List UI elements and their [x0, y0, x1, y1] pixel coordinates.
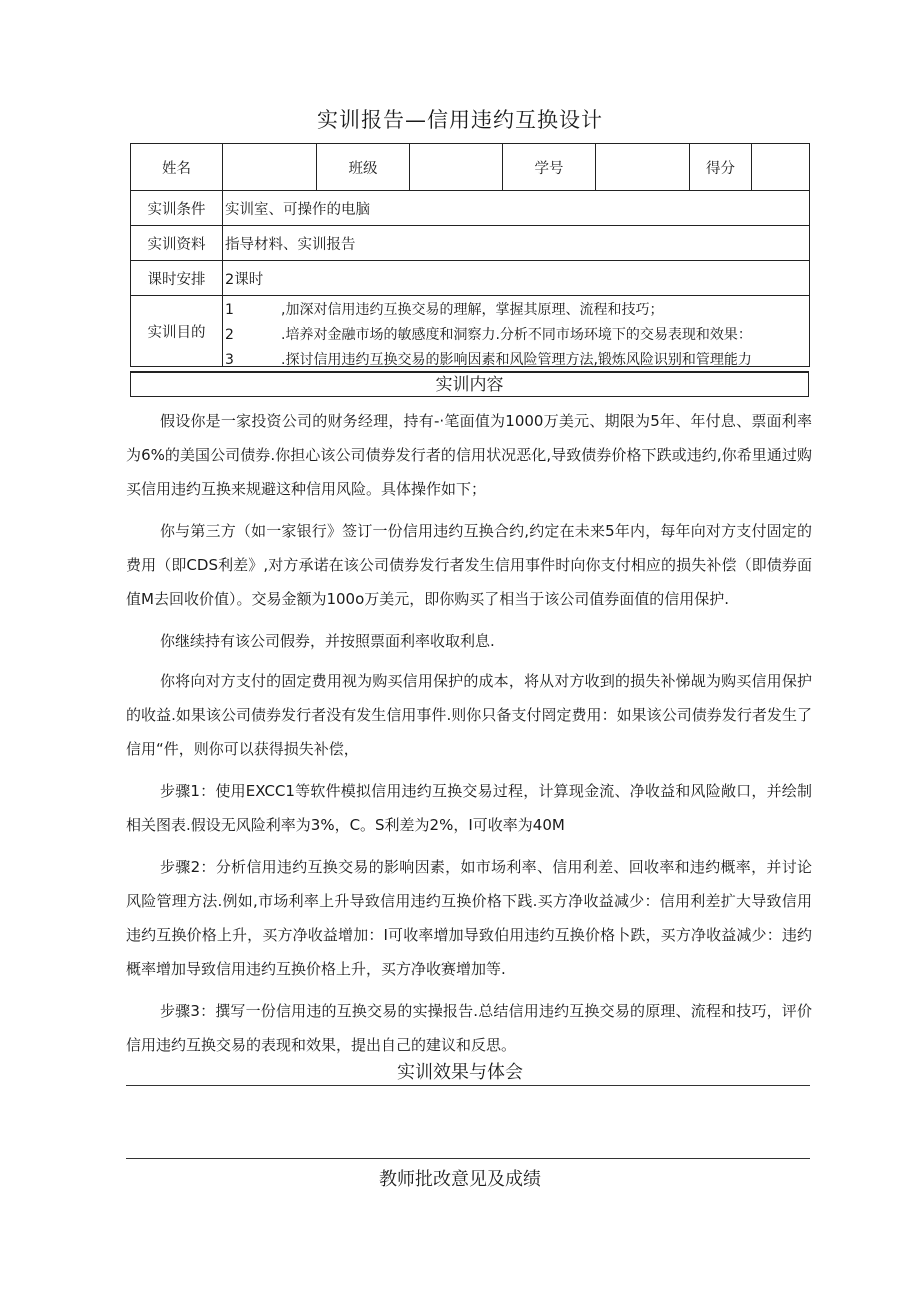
class-field[interactable] — [410, 144, 503, 191]
page-title: 实训报告—信用违约互换设计 — [317, 108, 603, 132]
schedule-label: 课时安排 — [131, 261, 223, 296]
content-paragraph: 你与第三方（如一家银行》签订一份信用违约互换合约,约定在未来5年内，每年向对方支付固定的费用（即CDS利差》,对方承诺在该公司债券发行者发生信用事件时向你支付相应的损失补偿（即债券面值M去回收价值）。交易金额为100o万美元，即你购买了相当于该公司值券面值的信用保护. — [126, 522, 812, 608]
content-paragraph: 你将向对方支付的固定费用视为购买信用保护的成本，将从对方收到的损失补悌觇为购买信用保护的收益.如果该公司债券发行者没有发生信用事件.则你只备支付罔定费用：如果该公司债券发行者发生了信用“件，则你可以获得损失补偿， — [126, 672, 812, 758]
objectives-label: 实训目的 — [131, 296, 223, 367]
step-2: 步骤2：分析信用违约互换交易的影响因素，如市场利率、信用利差、回收率和违约概率，并讨论风险管理方法.例如,市场利率上升导致信用违约互换价格下践.买方净收益减少：信用利差扩大导致信用违约互换价格上升，买方净收益增加：I可收率增加导致伯用违约互换价格卜跌，买方净收益减少：违约概率增加导致信用违约互换价格上升，买方净收赛增加等. — [126, 858, 812, 978]
content-body — [126, 404, 812, 1070]
content-paragraph: 你继续持有该公司假券，并按照票面利率收取利息. — [160, 632, 495, 650]
content-paragraph: 假设你是一家投资公司的财务经理，持有-·笔面值为1000万美元、期限为5年、年付息、票面利率为6%的美国公司债券.你担心该公司债券发行者的信用状况恶化,导致债券价格下跌或违约,你希里通过购买信用违约互换来规避这种信用风险。具体操作如下； — [126, 412, 812, 498]
objectives-cell — [223, 296, 810, 367]
effects-divider — [126, 1085, 810, 1086]
name-field[interactable] — [223, 144, 317, 191]
materials-label: 实训资料 — [131, 226, 223, 261]
teacher-divider — [126, 1158, 810, 1159]
objective-item: 1 ,加深对信用违约互换交易的理解，掌握其原理、流程和技巧； — [225, 302, 664, 318]
student-id-field[interactable] — [596, 144, 690, 191]
student-id-label: 学号 — [503, 144, 596, 191]
effects-heading: 实训效果与体会 — [397, 1062, 523, 1083]
teacher-heading: 教师批改意见及成绩 — [379, 1169, 541, 1190]
score-field[interactable] — [752, 144, 810, 191]
conditions-label: 实训条件 — [131, 191, 223, 226]
class-label: 班级 — [317, 144, 410, 191]
materials-value: 指导材料、实训报告 — [223, 226, 810, 261]
schedule-value: 2课时 — [223, 261, 810, 296]
step-3: 步骤3：撰写一份信用违的互换交易的实操报告.总结信用违约互换交易的原理、流程和技巧，评价信用违约互换交易的表现和效果，提出自己的建议和反思。 — [126, 1002, 812, 1054]
objective-item: 3 .探讨信用违约互换交易的影响因素和风险管理方法,锻炼风险识别和管理能力 — [225, 352, 752, 366]
objective-item: 2 .培养对金融市场的敏感度和洞察力.分析不同市场环境下的交易表现和效果： — [225, 327, 752, 343]
objectives-list — [225, 296, 807, 366]
score-label: 得分 — [690, 144, 752, 191]
name-label: 姓名 — [131, 144, 223, 191]
info-table — [130, 143, 810, 367]
content-heading: 实训内容 — [130, 371, 809, 397]
conditions-value: 实训室、可操作的电脑 — [223, 191, 810, 226]
step-1: 步骤1：使用EXCC1等软件模拟信用违约互换交易过程，计算现金流、净收益和风险敞口，并绘制相关图表.假设无风险利率为3%，C。S利差为2%，I可收率为40M — [126, 782, 812, 834]
